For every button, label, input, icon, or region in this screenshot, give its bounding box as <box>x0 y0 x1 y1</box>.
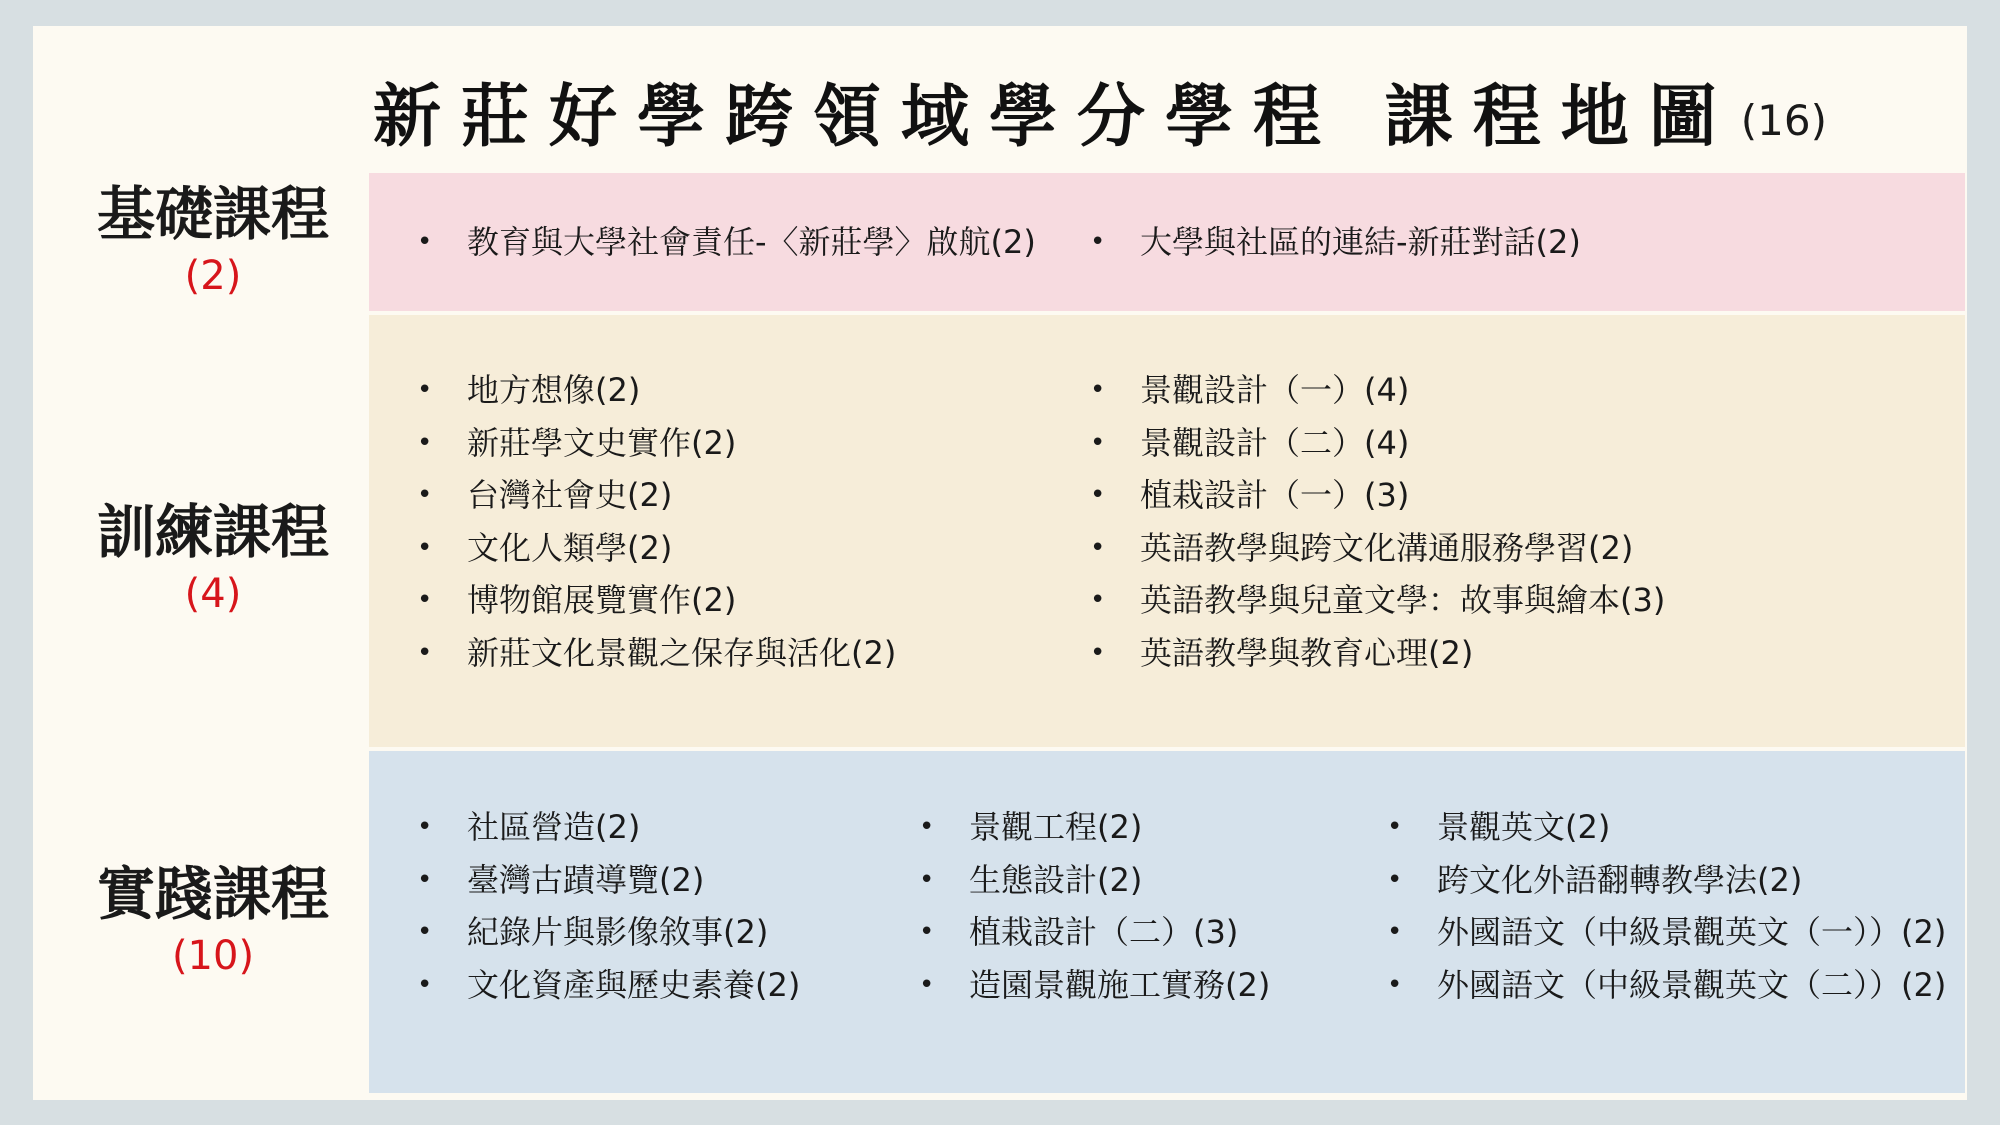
course-item: • 地方想像(2) <box>417 364 896 417</box>
course-item: • 植栽設計（二）(3) <box>919 906 1270 959</box>
course-item: • 紀錄片與影像敘事(2) <box>417 906 800 959</box>
basic-column-2 <box>1090 216 1581 269</box>
training-column-2 <box>1090 364 1665 679</box>
training-section-credits: (4) <box>184 571 242 617</box>
slide <box>33 26 1967 1100</box>
course-item: • 文化資產與歷史素養(2) <box>417 959 800 1012</box>
course-item: • 外國語文（中級景觀英文（二））(2) <box>1387 959 1946 1012</box>
basic-section-name: 基礎課程 <box>96 180 329 248</box>
practice-column-1 <box>417 801 800 1011</box>
training-courses-panel <box>369 315 1965 747</box>
course-item: • 文化人類學(2) <box>417 522 896 575</box>
course-item: • 博物館展覽實作(2) <box>417 574 896 627</box>
course-item: • 景觀英文(2) <box>1387 801 1946 854</box>
course-item: • 景觀設計（二）(4) <box>1090 417 1665 470</box>
training-column-1 <box>417 364 896 679</box>
course-item: • 臺灣古蹟導覽(2) <box>417 854 800 907</box>
course-item: • 跨文化外語翻轉教學法(2) <box>1387 854 1946 907</box>
training-section-label <box>83 496 343 620</box>
basic-section-label <box>83 178 343 302</box>
practice-courses-panel <box>369 751 1965 1093</box>
course-item: • 景觀設計（一）(4) <box>1090 364 1665 417</box>
training-section-name: 訓練課程 <box>96 498 329 566</box>
course-item: • 植栽設計（一）(3) <box>1090 469 1665 522</box>
course-item: • 大學與社區的連結-新莊對話(2) <box>1090 216 1581 269</box>
basic-section-credits: (2) <box>184 253 242 299</box>
practice-column-3 <box>1387 801 1946 1011</box>
course-item: • 生態設計(2) <box>919 854 1270 907</box>
course-item: • 新莊學文史實作(2) <box>417 417 896 470</box>
practice-column-2 <box>919 801 1270 1011</box>
course-item: • 造園景觀施工實務(2) <box>919 959 1270 1012</box>
title-count: (16) <box>1740 95 1827 145</box>
course-item: • 英語教學與跨文化溝通服務學習(2) <box>1090 522 1665 575</box>
course-item: • 社區營造(2) <box>417 801 800 854</box>
course-item: • 英語教學與教育心理(2) <box>1090 627 1665 680</box>
basic-courses-panel <box>369 173 1965 311</box>
practice-section-label <box>83 858 343 982</box>
page-title <box>33 61 1967 161</box>
practice-section-name: 實踐課程 <box>96 860 329 928</box>
course-item: • 新莊文化景觀之保存與活化(2) <box>417 627 896 680</box>
course-item: • 台灣社會史(2) <box>417 469 896 522</box>
course-item: • 景觀工程(2) <box>919 801 1270 854</box>
course-item: • 英語教學與兒童文學：故事與繪本(3) <box>1090 574 1665 627</box>
practice-section-credits: (10) <box>171 933 255 979</box>
course-item: • 教育與大學社會責任-〈新莊學〉啟航(2) <box>417 216 1036 269</box>
basic-column-1 <box>417 216 1036 269</box>
course-item: • 外國語文（中級景觀英文（一））(2) <box>1387 906 1946 959</box>
title-main: 新莊好學跨領域學分學程 課程地圖 <box>373 77 1737 157</box>
